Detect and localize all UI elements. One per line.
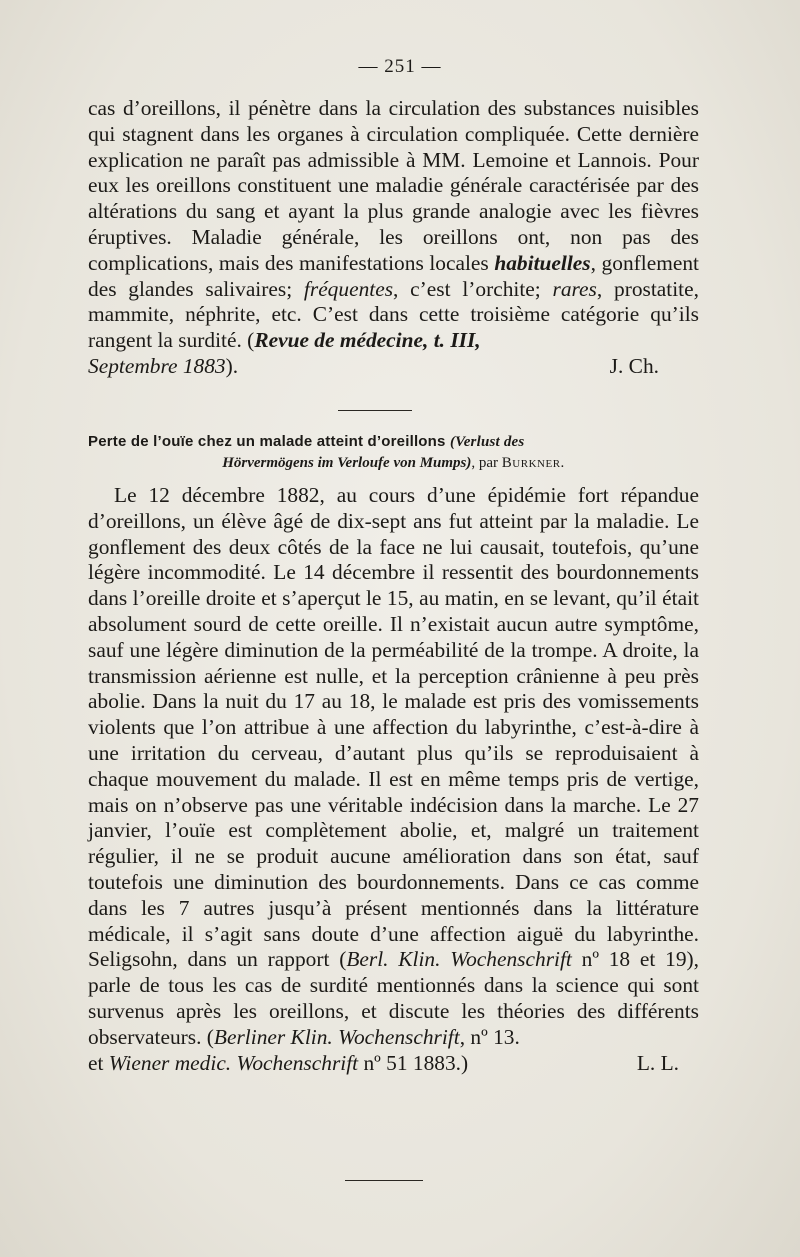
prev-article-text-3: , c’est l’orchite;: [393, 276, 541, 301]
reference-berliner-klin: Berliner Klin. Wochenschrift: [213, 1024, 460, 1049]
article-body: [88, 483, 699, 1076]
journal-reference: Revue de médecine, t. III,: [254, 328, 481, 353]
article-title-text: Perte de l’ouïe chez un malade atteint d’oreillons: [88, 433, 446, 450]
article-last-line: [88, 1051, 699, 1077]
signature-j-ch: J. Ch.: [609, 353, 659, 378]
article-title: [88, 431, 699, 453]
article-body-text-3: , nº 13.: [459, 1024, 520, 1049]
previous-article-conclusion: [88, 96, 699, 380]
prev-article-text: cas d’oreillons, il pénètre dans la circulation des substances nuisibles qui stagnent dans les organes à circulation compliquée. Cette dernière explication ne paraît pas admissible à MM. Lemoine et Lannois. Pour eux les oreillons constituent une maladie générale caractérisée par des altérations du sang et ayant la plus grande analogie avec les fièvres éruptives. Maladie générale, les oreillons ont, non pas des complications, mais des manifestations locales: [88, 96, 699, 275]
emphasis-rares: rares: [552, 276, 597, 301]
article-title-german: (Verlust des: [449, 434, 525, 450]
article-subtitle-by: , par: [471, 455, 499, 471]
article-body-text: Le 12 décembre 1882, au cours d’une épidémie fort répandue d’oreillons, un élève âgé de dix-sept ans fut atteint par la maladie. Le gonflement des deux côtés de la face ne lui causait, toutefois, qu’une légère incommodité. Le 14 décembre il ressentit des bourdonnements dans l’oreille droite et s’aperçut le 15, au matin, en se levant, qu’il était absolument sourd de cette oreille. Il n’existait aucun autre symptôme, sauf une légère diminution de la perméabilité de la trompe. A droite, la transmission aérienne est nulle, et la perception crânienne à peu près abolie. Dans la nuit du 17 au 18, le malade est pris des vomissements violents que l’on attribue à une affection du labyrinthe, c’est-à-dire à une irritation du cerveau, d’autant plus qu’ils se reproduisaient à chaque mouvement du malade. Il est en même temps pris de vertige, mais on n’observe pas une véritable indécision dans la marche. Le 27 janvier, l’ouïe est complètement abolie, et, malgré un traitement régulier, il ne se produit aucune amélioration dans son état, sauf toutefois une diminution des bourdonnements. Dans ce cas comme dans les 7 autres jusqu’à présent mentionnés dans la littérature médicale, il s’agit sans doute d’une affection aiguë du labyrinthe. Seligsohn, dans un rapport (: [88, 483, 699, 972]
prev-article-text-4: , prostatite, mammite, néphrite, etc. C’est dans cette troisième catégorie qu’ils rangent la surdité. (: [88, 276, 699, 353]
signature-l-l: L. L.: [636, 1050, 679, 1075]
prev-article-last-line: [88, 354, 699, 380]
article-subtitle: [88, 452, 699, 474]
article-subtitle-german: Hörvermögens im Verloufe von Mumps): [222, 455, 472, 471]
separator-rule: [338, 410, 412, 411]
end-rule: [345, 1180, 423, 1181]
emphasis-frequentes: fréquentes: [303, 276, 394, 301]
article-last-tail: nº 51 1883.): [358, 1050, 469, 1075]
reference-wiener-medic: Wiener medic. Wochenschrift: [108, 1050, 359, 1075]
reference-date: Septembre 1883: [88, 353, 226, 378]
reference-berl-klin: Berl. Klin. Wochenschrift: [346, 947, 572, 972]
prev-article-text-2: , gonflement des glandes salivaires;: [88, 250, 699, 301]
article-author: Burkner.: [501, 455, 565, 471]
emphasis-habituelles: habituelles: [494, 250, 591, 275]
article-body-text-2: nº 18 et 19), parle de tous les cas de surdité mentionnés dans la science qui sont survenus après les oreillons, et discute les théories des différents observateurs. (: [88, 947, 699, 1049]
reference-close: ).: [225, 353, 239, 378]
article-last-pre: et: [88, 1050, 109, 1075]
page-number: — 251 —: [358, 56, 442, 77]
